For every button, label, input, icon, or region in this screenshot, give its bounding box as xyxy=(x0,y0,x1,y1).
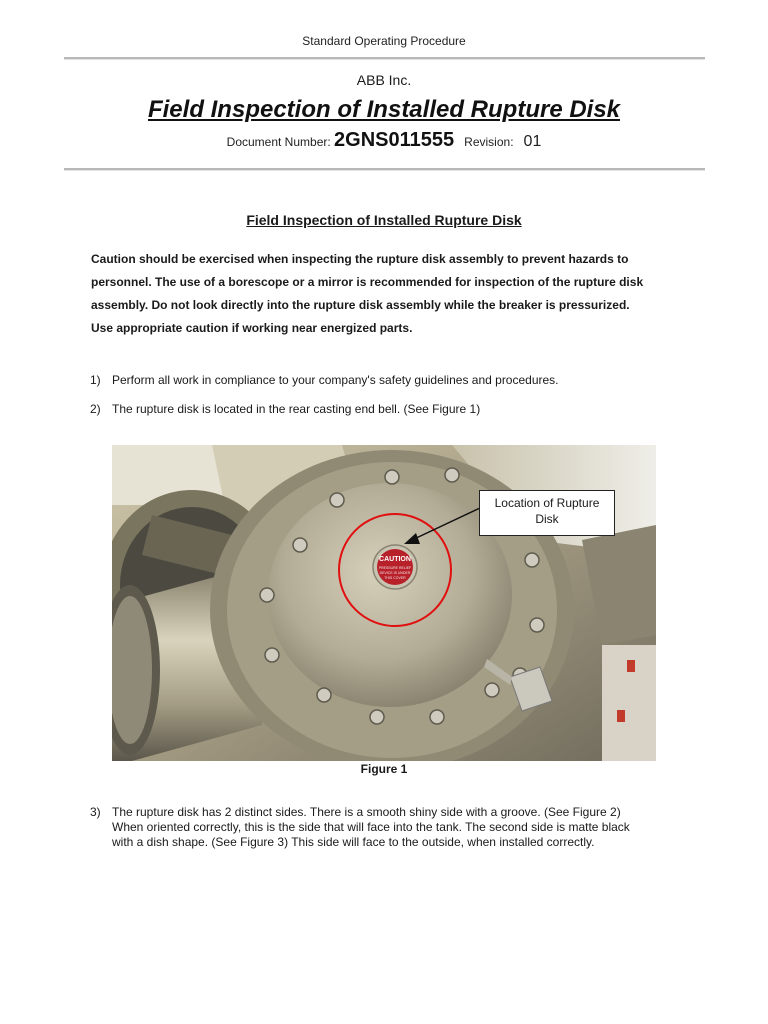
step-number: 3) xyxy=(90,805,101,819)
step-3 xyxy=(90,805,690,850)
step-2 xyxy=(90,402,690,417)
header-rule-bottom xyxy=(64,168,705,171)
caution-plate-heading: CAUTION xyxy=(379,556,411,563)
step-text-line: with a dish shape. (See Figure 3) This side will face to the outside, when installed correctly. xyxy=(112,835,595,849)
rupture-disk-callout xyxy=(479,490,615,536)
revision-label: Revision: xyxy=(464,135,514,149)
caution-plate-line: PRESSURE RELIEF xyxy=(378,566,412,570)
document-title: Field Inspection of Installed Rupture Disk xyxy=(147,96,621,123)
company-name: ABB Inc. xyxy=(356,72,412,88)
caution-line: Caution should be exercised when inspecting the rupture disk assembly to prevent hazards to xyxy=(91,252,629,266)
section-title: Field Inspection of Installed Rupture Disk xyxy=(246,212,522,228)
caution-plate-line: THIS COVER xyxy=(384,576,406,580)
step-1 xyxy=(90,373,690,388)
document-number-line xyxy=(0,129,768,152)
step-text-line: When oriented correctly, this is the side that will face into the tank. The second side is matte black xyxy=(112,820,630,834)
callout-line: Location of Rupture xyxy=(494,496,600,510)
document-number-label: Document Number: xyxy=(226,135,331,149)
step-text-line: The rupture disk has 2 distinct sides. There is a smooth shiny side with a groove. (See Figure 2) xyxy=(112,805,621,819)
callout-line: Disk xyxy=(535,512,559,526)
step-text: Perform all work in compliance to your company's safety guidelines and procedures. xyxy=(112,373,559,387)
step-text: The rupture disk is located in the rear casting end bell. (See Figure 1) xyxy=(112,402,481,416)
revision-number: 01 xyxy=(523,133,542,150)
figure-caption: Figure 1 xyxy=(360,762,408,776)
document-type: Standard Operating Procedure xyxy=(302,34,466,48)
caution-line: Use appropriate caution if working near energized parts. xyxy=(91,321,413,335)
header-rule-top xyxy=(64,57,705,60)
caution-line: personnel. The use of a borescope or a mirror is recommended for inspection of the rupture disk xyxy=(91,275,644,289)
step-number: 1) xyxy=(90,373,101,387)
document-number: 2GNS011555 xyxy=(334,129,455,151)
step-number: 2) xyxy=(90,402,101,416)
caution-paragraph xyxy=(91,248,691,340)
caution-plate-line: DEVICE IS UNDER xyxy=(379,571,411,575)
caution-line: assembly. Do not look directly into the rupture disk assembly while the breaker is pressurized. xyxy=(91,298,630,312)
